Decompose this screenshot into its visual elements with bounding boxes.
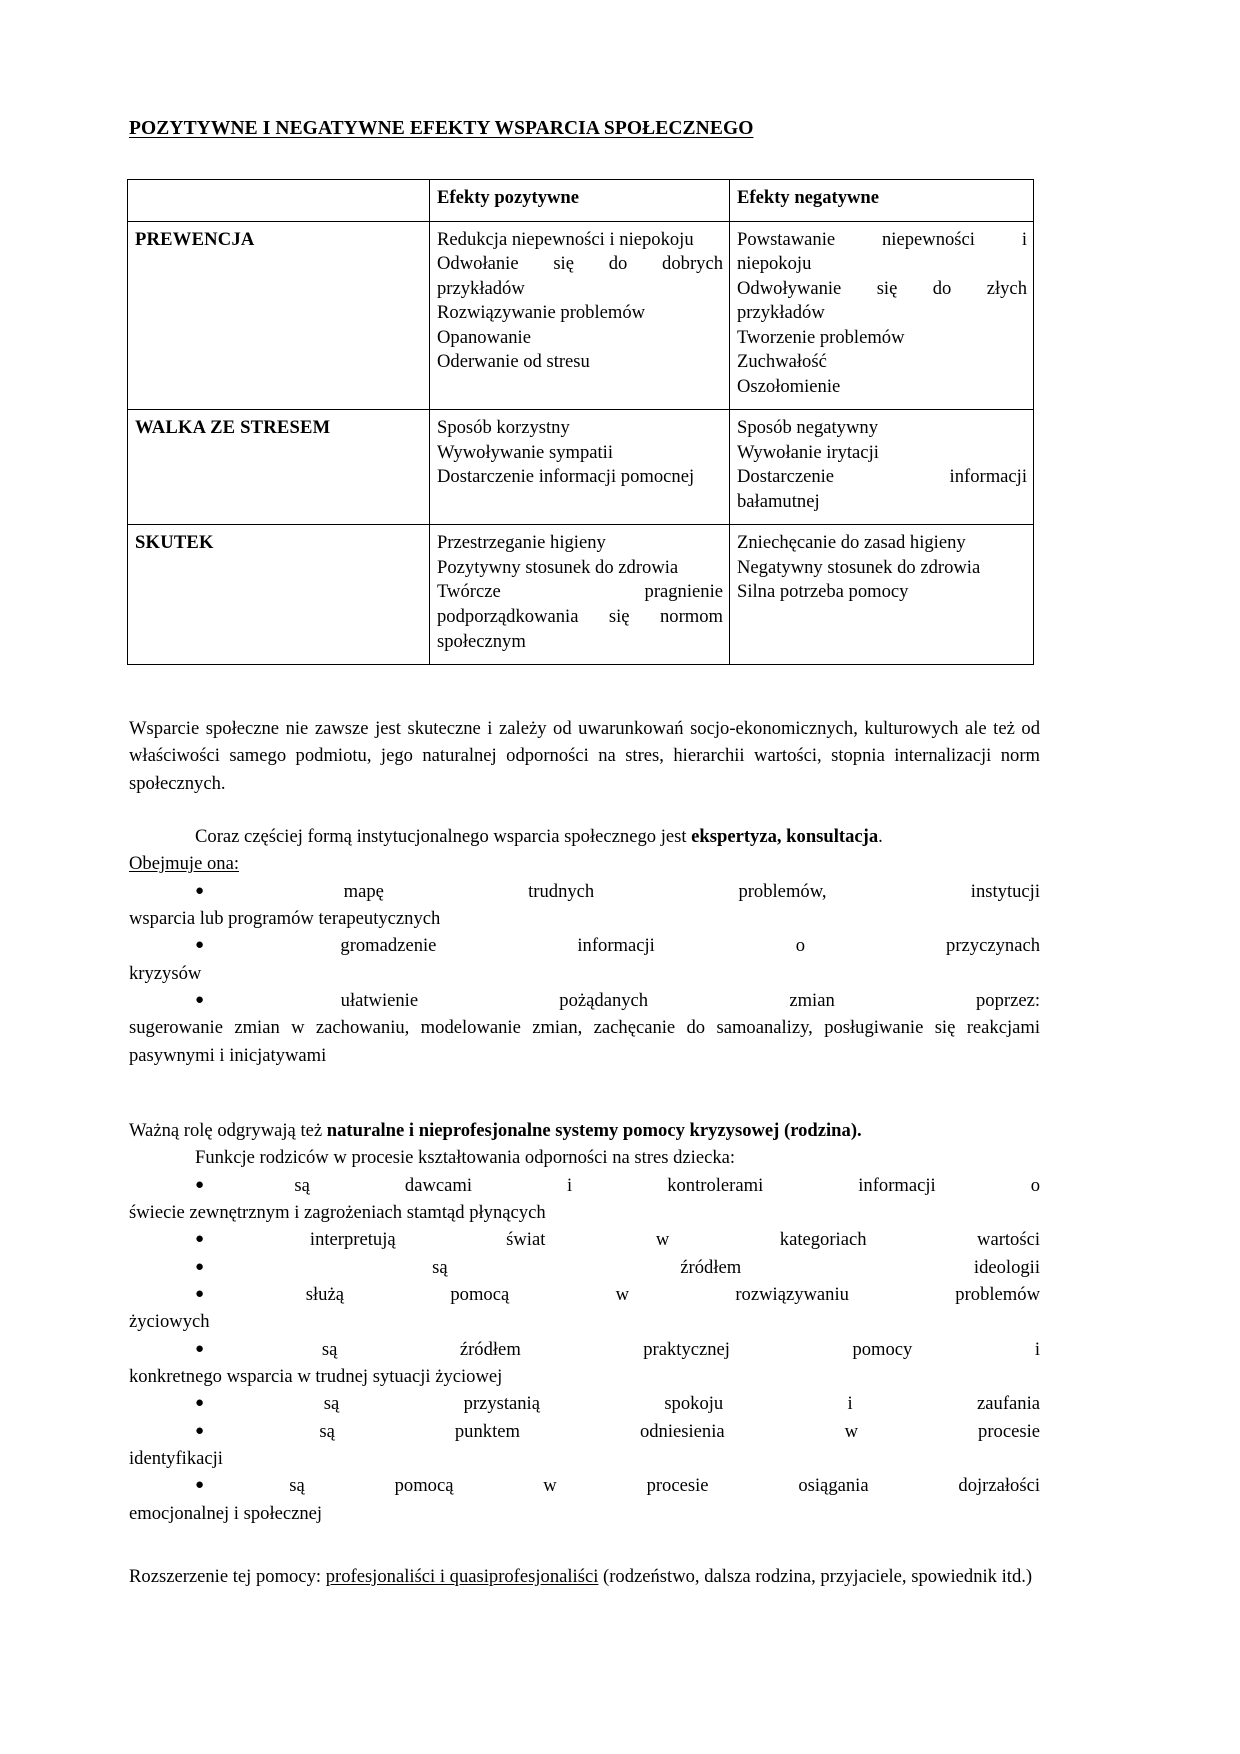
row-label-walka-ze-stresem: WALKA ZE STRESEM [128,410,430,525]
cell-line: podporządkowania się normom [437,605,723,627]
paragraph-rozszerzenie-suffix: (rodzeństwo, dalsza rodzina, przyjaciele, spowiednik itd.) [598,1565,1033,1587]
cell-line: Powstawanie niepewności i [737,228,1027,250]
bullet-text: gromadzenie informacji o przyczynach [340,935,1040,957]
cell-skutek-positive [430,525,730,665]
cell-line: Sposób negatywny [737,417,878,439]
list-item [129,1172,1040,1227]
list-item [129,932,1040,987]
list-item [129,1472,1040,1527]
paragraph-rozszerzenie [129,1563,1040,1590]
page-title: POZYTYWNE I NEGATYWNE EFEKTY WSPARCIA SPOŁECZNEGO [129,118,754,139]
cell-line: Oderwanie od stresu [437,351,590,373]
effects-table [127,179,1034,665]
cell-line: Wywoływanie sympatii [437,441,614,463]
bullet-icon: ● [195,1285,306,1302]
bullet-line [129,1472,1040,1499]
bullet-icon: ● [195,1340,322,1357]
section-gap [129,1069,1040,1117]
bullet-text: są przystanią spokoju i zaufania [323,1393,1040,1415]
table-header-positive: Efekty pozytywne [430,180,730,222]
funkcje-label-text: Funkcje rodziców w procesie kształtowania odporności na stres dziecka: [195,1147,736,1169]
cell-line: Rozwiązywanie problemów [437,302,646,324]
bullet-line [129,1281,1040,1308]
bullet-line [129,987,1040,1014]
bullet-icon: ● [195,1422,320,1439]
bullet-icon: ● [195,991,341,1008]
bullet-line [129,932,1040,959]
row-label-skutek: SKUTEK [128,525,430,665]
cell-skutek-negative [730,525,1034,665]
bullet-icon: ● [195,1395,324,1412]
cell-line: przykładów [737,302,825,324]
bullet-icon: ● [195,882,344,899]
cell-line: Sposób korzystny [437,417,570,439]
bullet-icon: ● [195,1477,290,1494]
body-content [129,715,1040,1590]
bullet-continuation: identyfikacji [129,1447,223,1469]
cell-line: Zniechęcanie do zasad higieny [737,532,966,554]
cell-line: Odwołanie się do dobrych [437,253,723,275]
cell-line: Dostarczenie informacji pomocnej [437,466,695,488]
list-item [129,987,1040,1069]
list-item [129,1226,1040,1253]
table-row [128,410,1034,525]
cell-walka-negative [730,410,1034,525]
paragraph-ekspertyza [129,823,1040,850]
list-item [129,1336,1040,1391]
list-item [129,1281,1040,1336]
bullet-line [129,1254,1040,1281]
bullet-text: są źródłem praktycznej pomocy i [321,1338,1040,1360]
bullet-continuation: sugerowanie zmian w zachowaniu, modelowanie zmian, zachęcanie do samoanalizy, posługiwanie się reakcjami pasywnymi i inicjatywami [129,1017,1040,1066]
cell-line: Oszołomienie [737,375,841,397]
paragraph-rodzina-bold: naturalne i nieprofesjonalne systemy pomocy kryzysowej (rodzina). [326,1119,862,1141]
cell-line: Negatywny stosunek do zdrowia [737,556,981,578]
cell-line: Pozytywny stosunek do zdrowia [437,556,679,578]
bullet-continuation: wsparcia lub programów terapeutycznych [129,908,441,929]
table-row [128,221,1034,410]
bullet-continuation: kryzysów [129,962,202,984]
cell-prewencja-positive [430,221,730,410]
table-header-negative: Efekty negatywne [730,180,1034,222]
paragraph-intro: Wsparcie społeczne nie zawsze jest skuteczne i zależy od uwarunkowań socjo-ekonomicznych, kulturowych ale też od właściwości samego podmiotu, jego naturalnej odporności na stres, hierarchii wartości, stopnia internalizacji norm społecznych. [129,718,1040,794]
paragraph-ekspertyza-bold: ekspertyza, konsultacja [691,826,879,848]
bullet-line [129,1418,1040,1445]
list-item [129,878,1040,933]
cell-line: Opanowanie [437,326,531,348]
paragraph-ekspertyza-prefix: Coraz częściej formą instytucjonalnego wsparcia społecznego jest [195,826,692,848]
paragraph-rozszerzenie-prefix: Rozszerzenie tej pomocy: [129,1565,326,1587]
cell-line: Tworzenie problemów [737,326,905,348]
bullet-icon: ● [195,937,341,954]
list-funkcje-rodzicow [129,1172,1040,1527]
table-row [128,525,1034,665]
bullet-line [129,878,1040,905]
cell-line: Przestrzeganie higieny [437,532,606,554]
cell-line: Twórcze pragnienie [437,581,723,603]
paragraph-rodzina-prefix: Ważną rolę odgrywają też [129,1119,327,1141]
section-gap [129,1527,1040,1563]
bullet-line [129,1390,1040,1417]
row-label-prewencja: PREWENCJA [128,221,430,410]
cell-line: bałamutnej [737,490,820,512]
bullet-line [129,1172,1040,1199]
cell-prewencja-negative [730,221,1034,410]
bullet-icon: ● [195,1258,433,1275]
cell-line: Wywołanie irytacji [737,441,879,463]
obejmuje-label-text: Obejmuje ona: [129,853,239,875]
bullet-text: mapę trudnych problemów, instytucji [343,880,1040,902]
bullet-line [129,1226,1040,1253]
cell-line: Zuchwałość [737,351,827,373]
cell-walka-positive [430,410,730,525]
list-ekspertyza [129,878,1040,1069]
bullet-text: służą pomocą w rozwiązywaniu problemów [305,1283,1040,1305]
cell-line: społecznym [437,630,526,652]
table-header-corner [128,180,430,222]
bullet-text: ułatwienie pożądanych zmian poprzez: [340,989,1040,1011]
table-header-row [128,180,1034,222]
bullet-text: są punktem odniesienia w procesie [319,1420,1040,1442]
paragraph-rozszerzenie-underline: profesjonaliści i quasiprofesjonaliści [325,1565,599,1587]
bullet-continuation: emocjonalnej i społecznej [129,1502,323,1524]
obejmuje-label [129,850,1040,877]
paragraph-ekspertyza-suffix: . [878,826,883,848]
bullet-continuation: życiowych [129,1311,210,1333]
bullet-text: są dawcami i kontrolerami informacji o [294,1174,1040,1196]
cell-line: niepokoju [737,253,812,275]
bullet-icon: ● [195,1176,295,1193]
bullet-text: są źródłem ideologii [432,1256,1041,1278]
bullet-line [129,1336,1040,1363]
bullet-continuation: konkretnego wsparcia w trudnej sytuacji życiowej [129,1365,503,1387]
bullet-continuation: świecie zewnętrznym i zagrożeniach stamtąd płynących [129,1201,546,1223]
cell-line: Redukcja niepewności i niepokoju [437,228,694,250]
cell-line: Odwoływanie się do złych [737,277,1027,299]
list-item [129,1254,1040,1281]
cell-line: Silna potrzeba pomocy [737,581,909,603]
cell-line: przykładów [437,277,525,299]
cell-line: Dostarczenie informacji [737,466,1027,488]
list-item [129,1390,1040,1417]
funkcje-label [129,1144,1040,1171]
bullet-icon: ● [195,1231,310,1248]
bullet-text: interpretują świat w kategoriach wartości [309,1229,1041,1251]
list-item [129,1418,1040,1473]
paragraph-rodzina [129,1117,1040,1144]
bullet-text: są pomocą w procesie osiągania dojrzałości [289,1475,1040,1497]
